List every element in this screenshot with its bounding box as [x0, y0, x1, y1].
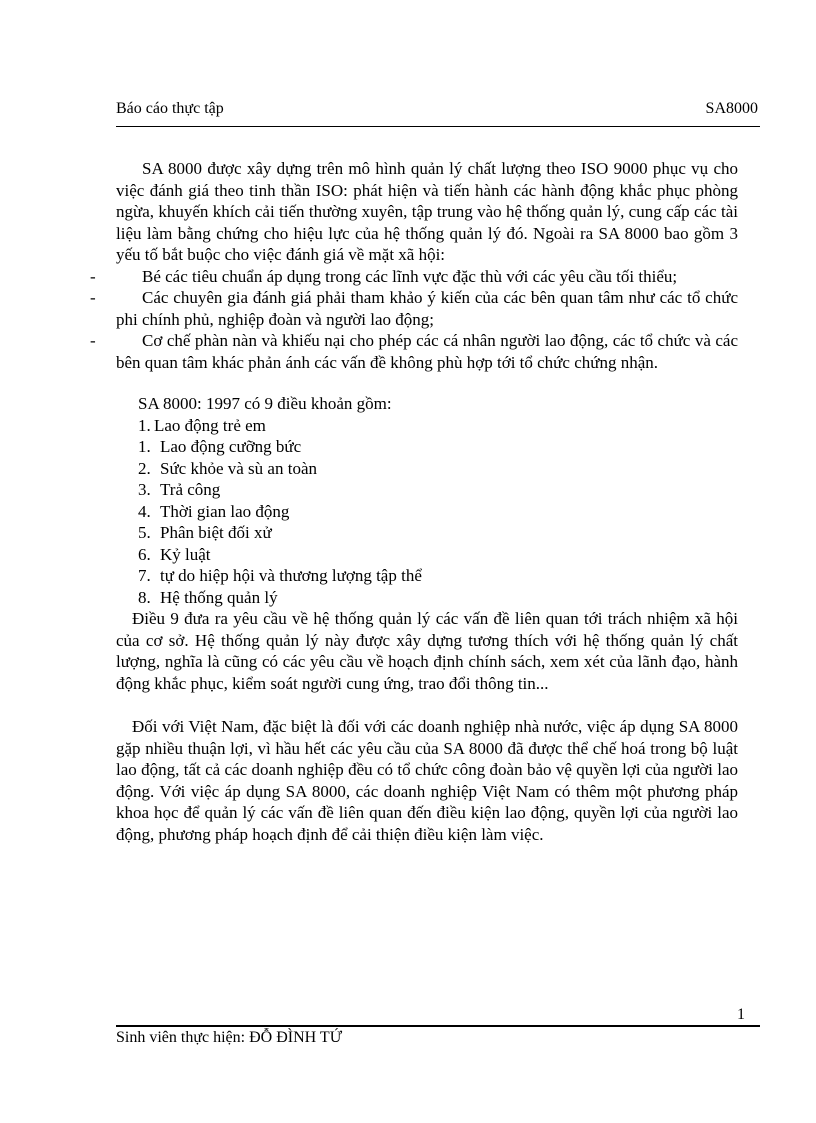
list-item: 4. Thời gian lao động — [138, 501, 290, 521]
bullet-text: Bé các tiêu chuẩn áp dụng trong các lĩnh vực đặc thù với các yêu cầu tối thiểu; — [142, 266, 678, 286]
page-header — [116, 100, 760, 127]
list-item: 3. Trả công — [138, 480, 221, 499]
list-item: 2. Sức khỏe và sù an toàn — [138, 458, 317, 478]
list-item: 1. Lao động cưỡng bức — [138, 437, 302, 456]
list-item: 5. Phân biệt đối xử — [138, 523, 272, 542]
clauses-list — [116, 393, 738, 608]
bullet-marker: - — [90, 266, 96, 286]
bullet-marker: - — [90, 331, 96, 350]
intro-paragraph: SA 8000 được xây dựng trên mô hình quản lý chất lượng theo ISO 9000 phục vụ cho việc đánh giá theo tinh thần ISO: phát hiện và tiến hành các hành động khắc phục phòng ngừa, khuyến khích cải tiến thường xuyên, tập trung vào hệ thống quản lý, cung cấp các tài liệu làm bằng chứng cho hiệu lực của hệ thống quản lý đó. Ngoài ra SA 8000 bao gồm 3 yếu tố bắt buộc cho việc đánh giá về mặt xã hội: — [116, 159, 738, 264]
bullet-text: Các chuyên gia đánh giá phải tham khảo ý kiến của các bên quan tâm như các tổ chức phi chính phủ, nghiệp đoàn và người lao động; — [116, 288, 738, 329]
vietnam-paragraph: Đối với Việt Nam, đặc biệt là đối với các doanh nghiệp nhà nước, việc áp dụng SA 8000 gặp nhiều thuận lợi, vì hầu hết các yêu cầu của SA 8000 đã được thể chế hoá trong bộ luật lao động, tất cả các doanh nghiệp đều có tổ chức công đoàn bảo vệ quyền lợi của người lao động. Với việc áp dụng SA 8000, các doanh nghiệp Việt Nam có thêm một phương pháp khoa học để quản lý các vấn đề liên quan đến điều kiện lao động, quyền lợi của người lao động, phương pháp hoạch định để cải thiện điều kiện làm việc. — [116, 717, 738, 844]
bullet-text: Cơ chế phàn nàn và khiếu nại cho phép các cá nhân người lao động, các tổ chức và các bên quan tâm khác phản ánh các vấn đề không phù hợp tới tổ chức chứng nhận. — [116, 331, 738, 372]
bullet-marker: - — [90, 288, 96, 307]
list-title: SA 8000: 1997 có 9 điều khoản gồm: — [138, 394, 392, 413]
list-item: 6. Kỷ luật — [138, 544, 211, 564]
document-body — [90, 158, 738, 845]
page-number: 1 — [737, 1006, 745, 1023]
list-item: 8. Hệ thống quản lý — [138, 587, 278, 607]
footer-author: Sinh viên thực hiện: ĐỖ ĐÌNH TỨ — [116, 1029, 343, 1046]
header-subject: SA8000 — [705, 100, 758, 117]
footer-divider — [116, 1025, 760, 1027]
bullet-item — [90, 266, 738, 288]
bullet-item — [90, 287, 738, 330]
article-9-paragraph: Điều 9 đưa ra yêu cầu về hệ thống quản lý các vấn đề liên quan tới trách nhiệm xã hội của cơ sở. Hệ thống quản lý này được xây dựng tương thích với hệ thống quản lý chất lượng, nghĩa là cũng có các yêu cầu về hoạch định chính sách, xem xét của lãnh đạo, hành động khắc phục, kiểm soát người cung ứng, trao đổi thông tin... — [116, 609, 738, 693]
bullet-item — [90, 330, 738, 373]
list-item: 1. Lao động trẻ em — [138, 415, 266, 435]
list-item: 7. tự do hiệp hội và thương lượng tập thể — [138, 566, 422, 585]
header-title: Báo cáo thực tập — [116, 100, 224, 117]
